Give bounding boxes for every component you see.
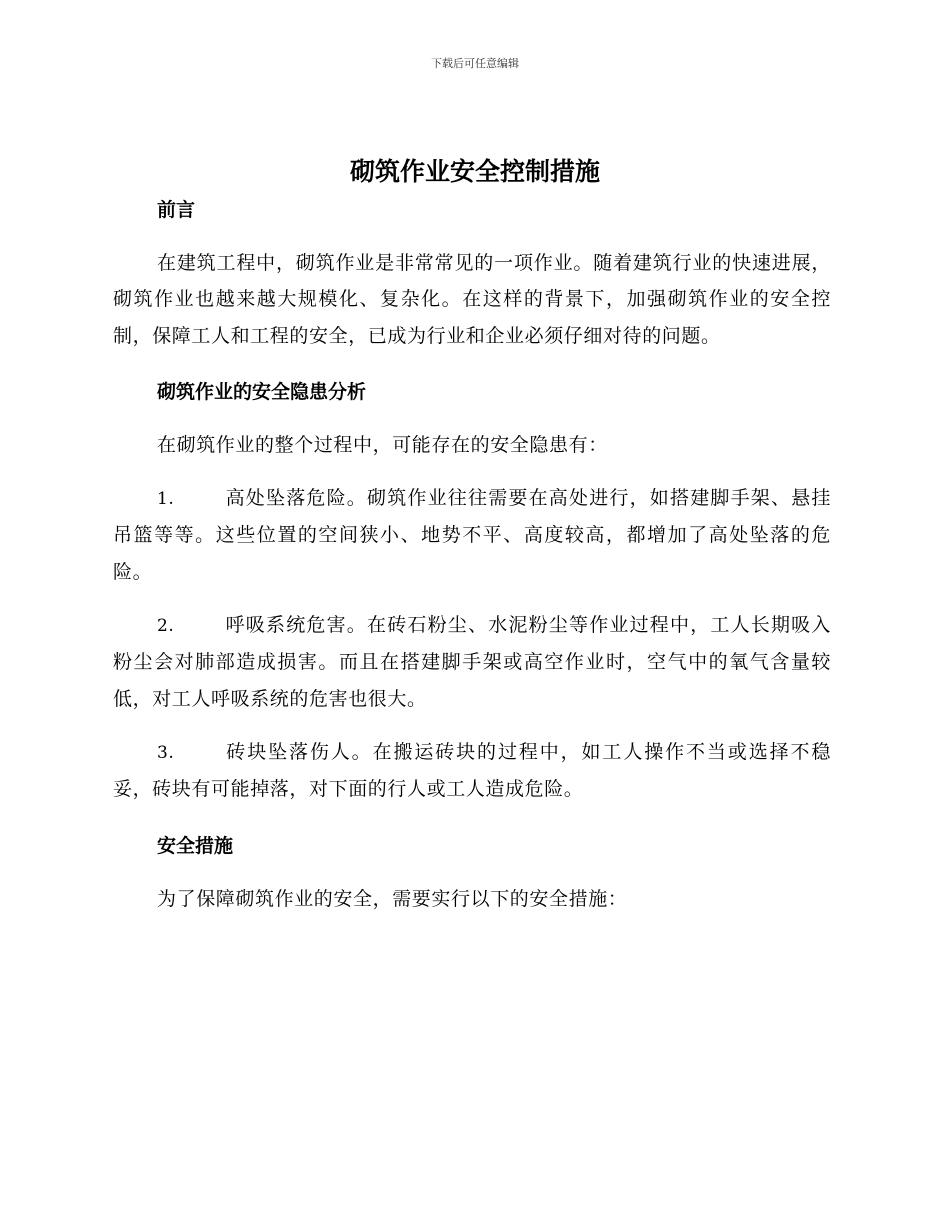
preface-heading: 前言 xyxy=(157,199,196,221)
list-item-text: 呼吸系统危害。在砖石粉尘、水泥粉尘等作业过程中，工人长期吸入粉尘会对肺部造成损害。而且在搭建脚手架或高空作业时，空气中的氧气含量较低，对工人呼吸系统的危害也很大。 xyxy=(113,614,831,710)
hazard-item-1 xyxy=(113,480,831,590)
hazard-heading: 砌筑作业的安全隐患分析 xyxy=(157,380,367,403)
measures-intro: 为了保障砌筑作业的安全，需要实行以下的安全措施： xyxy=(157,887,628,910)
hazard-intro: 在砌筑作业的整个过程中，可能存在的安全隐患有： xyxy=(157,433,608,456)
hazard-item-2 xyxy=(113,607,831,717)
preface-paragraph: 在建筑工程中，砌筑作业是非常常见的一项作业。随着建筑行业的快速进展，砌筑作业也越来越大规模化、复杂化。在这样的背景下，加强砌筑作业的安全控制，保障工人和工程的安全，已成为行业和企业必须仔细对待的问题。 xyxy=(113,252,831,347)
list-number: 3. xyxy=(157,742,175,763)
document-body xyxy=(113,192,831,917)
hazard-item-3 xyxy=(113,734,831,808)
list-number: 2. xyxy=(157,616,175,637)
measures-heading: 安全措施 xyxy=(157,834,234,857)
list-item-text: 砖块坠落伤人。在搬运砖块的过程中，如工人操作不当或选择不稳妥，砖块有可能掉落，对下面的行人或工人造成危险。 xyxy=(113,740,831,801)
document-title: 砌筑作业安全控制措施 xyxy=(349,157,600,186)
list-number: 1. xyxy=(157,489,175,510)
header-note: 下载后可任意编辑 xyxy=(431,57,519,70)
list-item-text: 高处坠落危险。砌筑作业往往需要在高处进行，如搭建脚手架、悬挂吊篮等等。这些位置的空间狭小、地势不平、高度较高，都增加了高处坠落的危险。 xyxy=(113,487,831,583)
